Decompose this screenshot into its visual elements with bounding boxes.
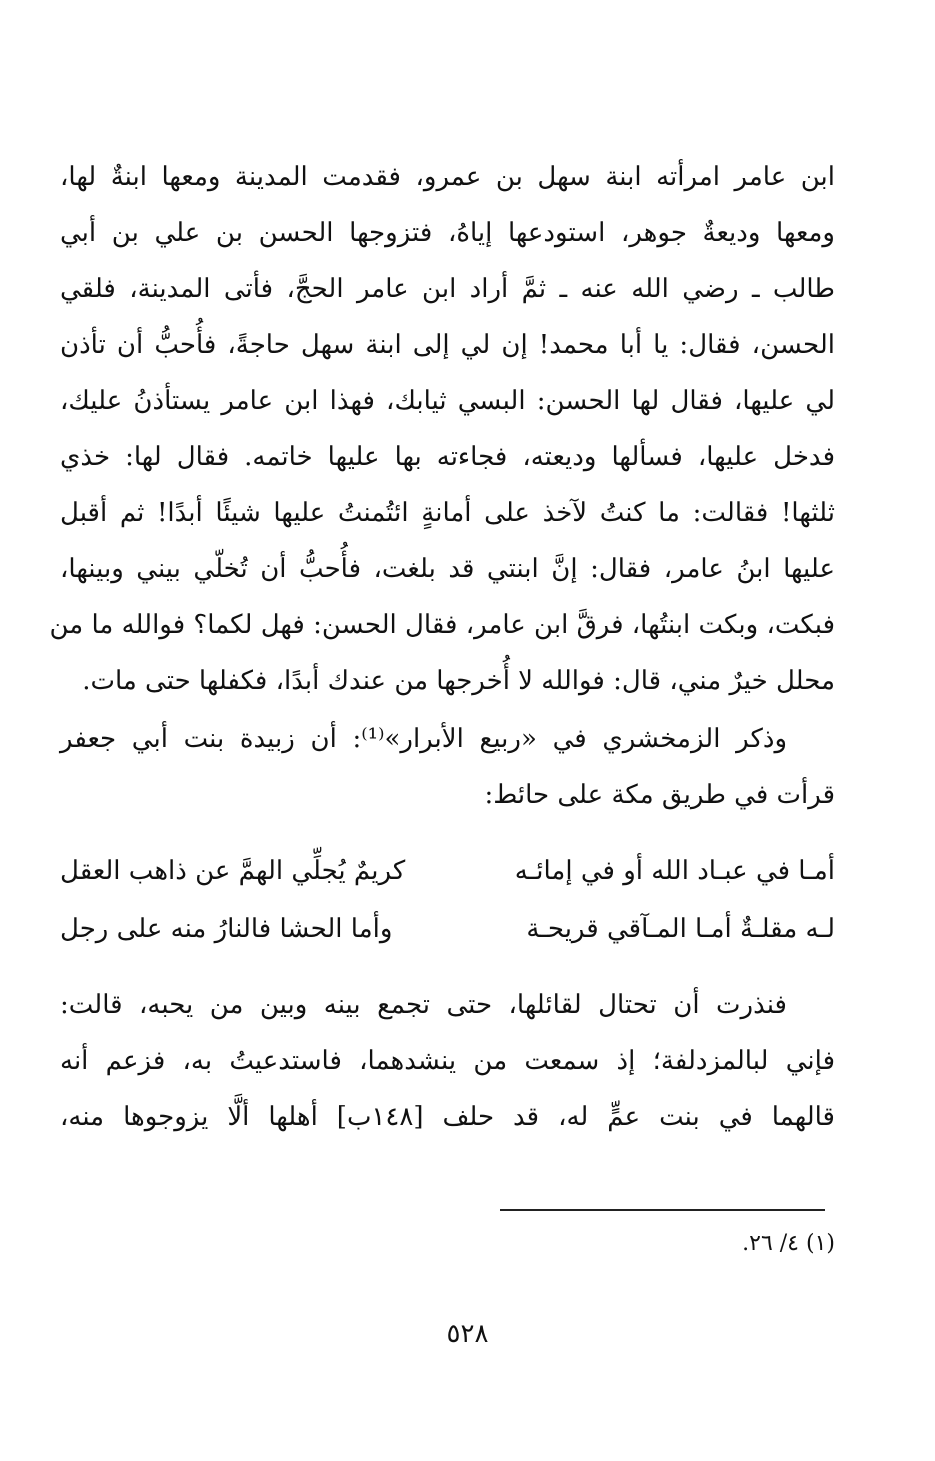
text-line: ومعها وديعةٌ جوهر، استودعها إياهُ، فتزوجها الحسن بن علي بن أبي <box>60 218 835 248</box>
text-line: فنذرت أن تحتال لقائلها، حتى تجمع بينه وبين من يحبه، قالت: <box>60 990 787 1020</box>
verse-second-hemistich: كريمٌ يُجلِّي الهمَّ عن ذاهب العقل <box>60 856 406 886</box>
poem-verses <box>60 844 835 964</box>
text-line: لي عليها، فقال لها الحسن: البسي ثيابك، فهذا ابن عامر يستأذنُ عليك، <box>60 386 835 416</box>
text-line: الحسن، فقال: يا أبا محمد! إن لي إلى ابنة سهل حاجةً، فأُحبُّ أن تأذن <box>60 330 835 360</box>
text-line: ثلثها! فقالت: ما كنتُ لآخذ على أمانةٍ ائتُمنتُ عليها شيئًا أبدًا! ثم أقبل <box>60 498 835 528</box>
text-line: طالب ـ رضي الله عنه ـ ثمَّ أراد ابن عامر الحجَّ، فأتى المدينة، فلقي <box>60 274 835 304</box>
text-line: فدخل عليها، فسألها وديعته، فجاءته بها عليها خاتمه. فقال لها: خذي <box>60 442 835 472</box>
page-number: ٥٢٨ <box>446 1319 489 1349</box>
text-line: فبكت، وبكت ابنتُها، فرقَّ ابن عامر، فقال الحسن: فهل لكما؟ فوالله ما من <box>49 610 835 640</box>
text-line: ابن عامر امرأته ابنة سهل بن عمرو، فقدمت المدينة ومعها ابنةٌ لها، <box>60 162 835 192</box>
paragraph-3 <box>60 978 835 1158</box>
verse-first-hemistich: لـه مقلـةٌ أمـا المـآقي قريحـة <box>526 914 835 944</box>
text-line: فإني لبالمزدلفة؛ إذ سمعت من ينشدهما، فاستدعيتُ به، فزعم أنه <box>60 1046 835 1076</box>
footnote-separator <box>500 1209 825 1211</box>
verse-line <box>60 844 835 898</box>
text-line: قرأت في طريق مكة على حائط: <box>484 780 835 810</box>
verse-line <box>60 902 835 956</box>
paragraph-1 <box>49 150 835 710</box>
text-line: قالهما في بنت عمٍّ له، قد حلف [١٤٨ب] أهلها ألَّا يزوجوها منه، <box>60 1102 835 1132</box>
paragraph-2 <box>60 712 835 832</box>
verse-second-hemistich: وأما الحشا فالنارُ منه على رجل <box>60 914 393 944</box>
verse-first-hemistich: أمـا في عبـاد الله أو في إمائـه <box>514 856 835 886</box>
footnote: (١) ٤/ ٢٦. <box>742 1231 835 1256</box>
text-line: وذكر الزمخشري في «ربيع الأبرار»⁽¹⁾: أن زبيدة بنت أبي جعفر <box>60 724 787 754</box>
text-line: عليها ابنُ عامر، فقال: إنَّ ابنتي قد بلغت، فأُحبُّ أن تُخلّي بيني وبينها، <box>60 554 835 584</box>
text-line: محلل خيرٌ مني، قال: فوالله لا أُخرجها من عندك أبدًا، فكفلها حتى مات. <box>82 666 835 696</box>
